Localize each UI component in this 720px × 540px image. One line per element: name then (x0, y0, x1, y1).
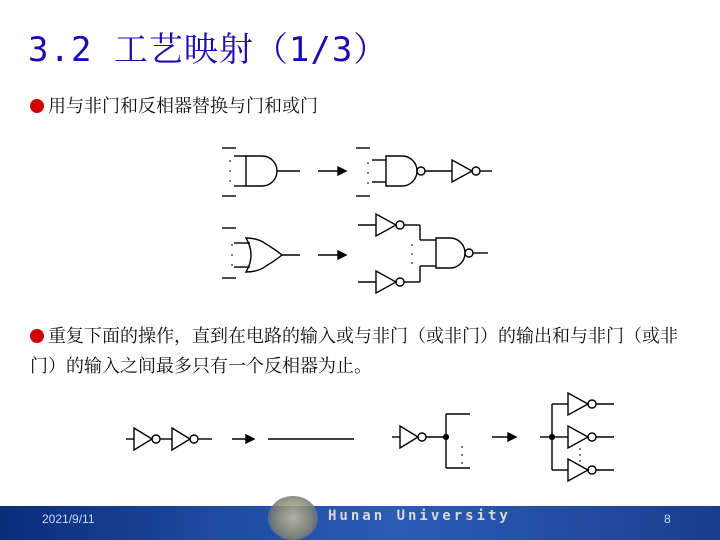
pushed-inverters-diagram (540, 393, 614, 481)
arrow-1 (318, 167, 346, 175)
arrow-4 (492, 433, 516, 441)
inverters-nand-diagram (358, 214, 488, 293)
arrow-2 (318, 251, 346, 259)
double-inverter-diagram (126, 428, 212, 450)
bullet-text: 用与非门和反相器替换与门和或门 (48, 96, 318, 117)
nand-inverter-diagram (356, 148, 492, 196)
university-seal-logo (268, 496, 318, 540)
or-gate-diagram (222, 228, 300, 278)
university-name: Hunan University (328, 508, 511, 524)
footer-bar (0, 506, 720, 540)
page-number: 8 (664, 512, 671, 526)
arrow-3 (232, 435, 254, 443)
and-gate-diagram (222, 148, 300, 196)
bullet-text: 重复下面的操作，直到在电路的输入或与非门（或非门）的输出和与非门（或非门）的输入之间最多只有一个反相器为止。 (30, 326, 678, 377)
footer-date: 2021/9/11 (42, 512, 95, 526)
page-title: 3.2 工艺映射（1/3） (28, 30, 389, 70)
fanout-inverter-diagram (392, 414, 470, 468)
